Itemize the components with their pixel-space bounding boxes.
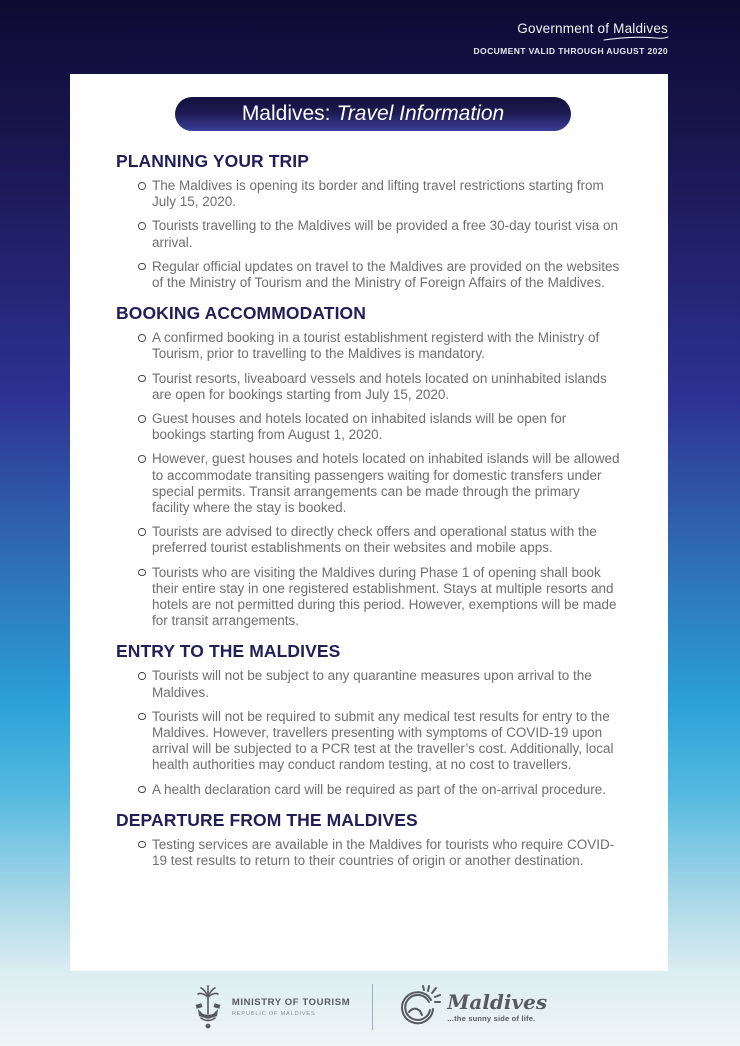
brand-name: Maldives (447, 989, 548, 1014)
title-banner (175, 97, 571, 131)
section-heading-planning: PLANNING YOUR TRIP (116, 151, 310, 171)
validity-label: DOCUMENT VALID THROUGH AUGUST 2020 (473, 46, 668, 56)
government-label (517, 21, 668, 36)
visit-maldives-logo (395, 984, 547, 1030)
document-header (474, 20, 668, 56)
list-item: Tourists travelling to the Maldives will be provided a free 30-day tourist visa on arrival. (138, 218, 620, 250)
list-item: Tourist resorts, liveaboard vessels and hotels located on uninhabited islands are open for bookings starting from July 15, 2020. (138, 371, 620, 403)
government-label-text: Government of Maldives (517, 21, 668, 36)
list-item: Tourists will not be required to submit any medical test results for entry to the Maldives. However, travellers presenting with symptoms of COVID-19 upon arrival will be subjected to a PCR test at the traveller’s cost. Additionally, local health authorities may conduct random testing, at no cost to travellers. (138, 709, 620, 774)
brand-tagline: ...the sunny side of life. (447, 1013, 536, 1023)
list-item: A health declaration card will be required as part of the on-arrival procedure. (138, 782, 620, 798)
footer (0, 984, 740, 1030)
ministry-of-tourism-logo (193, 984, 350, 1030)
ministry-text-block (232, 997, 350, 1017)
bullet-list-departure (116, 837, 620, 869)
list-item: Guest houses and hotels located on inhabited islands will be open for bookings starting from August 1, 2020. (138, 411, 620, 443)
list-item: However, guest houses and hotels located on inhabited islands will be allowed to accommodate transiting passengers waiting for domestic transfers under special permits. Transit arrangements can be made through the primary facility where the stay is booked. (138, 451, 620, 516)
section-heading-booking: BOOKING ACCOMMODATION (116, 303, 366, 324)
section-heading-entry: ENTRY TO THE MALDIVES (116, 641, 341, 662)
list-item: Regular official updates on travel to the Maldives are provided on the websites of the Ministry of Tourism and the Ministry of Foreign Affairs of the Maldives. (138, 259, 620, 291)
section-heading-departure: DEPARTURE FROM THE MALDIVES (116, 809, 418, 830)
brand-text-block (447, 989, 548, 1023)
ministry-subtitle: REPUBLIC OF MALDIVES (231, 1011, 316, 1017)
footer-divider (372, 984, 373, 1030)
list-item: A confirmed booking in a tourist establishment registerd with the Ministry of Tourism, prior to travelling to the Maldives is mandatory. (138, 330, 620, 362)
bullet-list-planning (116, 178, 620, 291)
sun-circle-icon (395, 984, 441, 1030)
list-item: Tourists will not be subject to any quarantine measures upon arrival to the Maldives. (138, 668, 620, 700)
list-item: Tourists are advised to directly check offers and operational status with the preferred tourist establishments on their websites and mobile apps. (138, 524, 620, 556)
title-italic: Travel Information (336, 102, 505, 125)
ministry-emblem-icon (193, 984, 223, 1030)
underline-swoosh-icon (602, 35, 670, 42)
bullet-list-booking (116, 330, 620, 629)
list-item: Testing services are available in the Maldives for tourists who require COVID-19 test results to return to their countries of origin or another destination. (138, 837, 620, 869)
title-prefix: Maldives: (241, 102, 331, 125)
list-item: Tourists who are visiting the Maldives during Phase 1 of opening shall book their entire stay in one registered establishment. Stays at multiple resorts and hotels are not permitted during this period. However, exemptions will be made for transit arrangements. (138, 565, 620, 630)
document-card (70, 74, 668, 971)
bullet-list-entry (116, 668, 620, 797)
list-item: The Maldives is opening its border and lifting travel restrictions starting from July 15, 2020. (138, 178, 620, 210)
ministry-name: MINISTRY OF TOURISM (231, 997, 351, 1008)
